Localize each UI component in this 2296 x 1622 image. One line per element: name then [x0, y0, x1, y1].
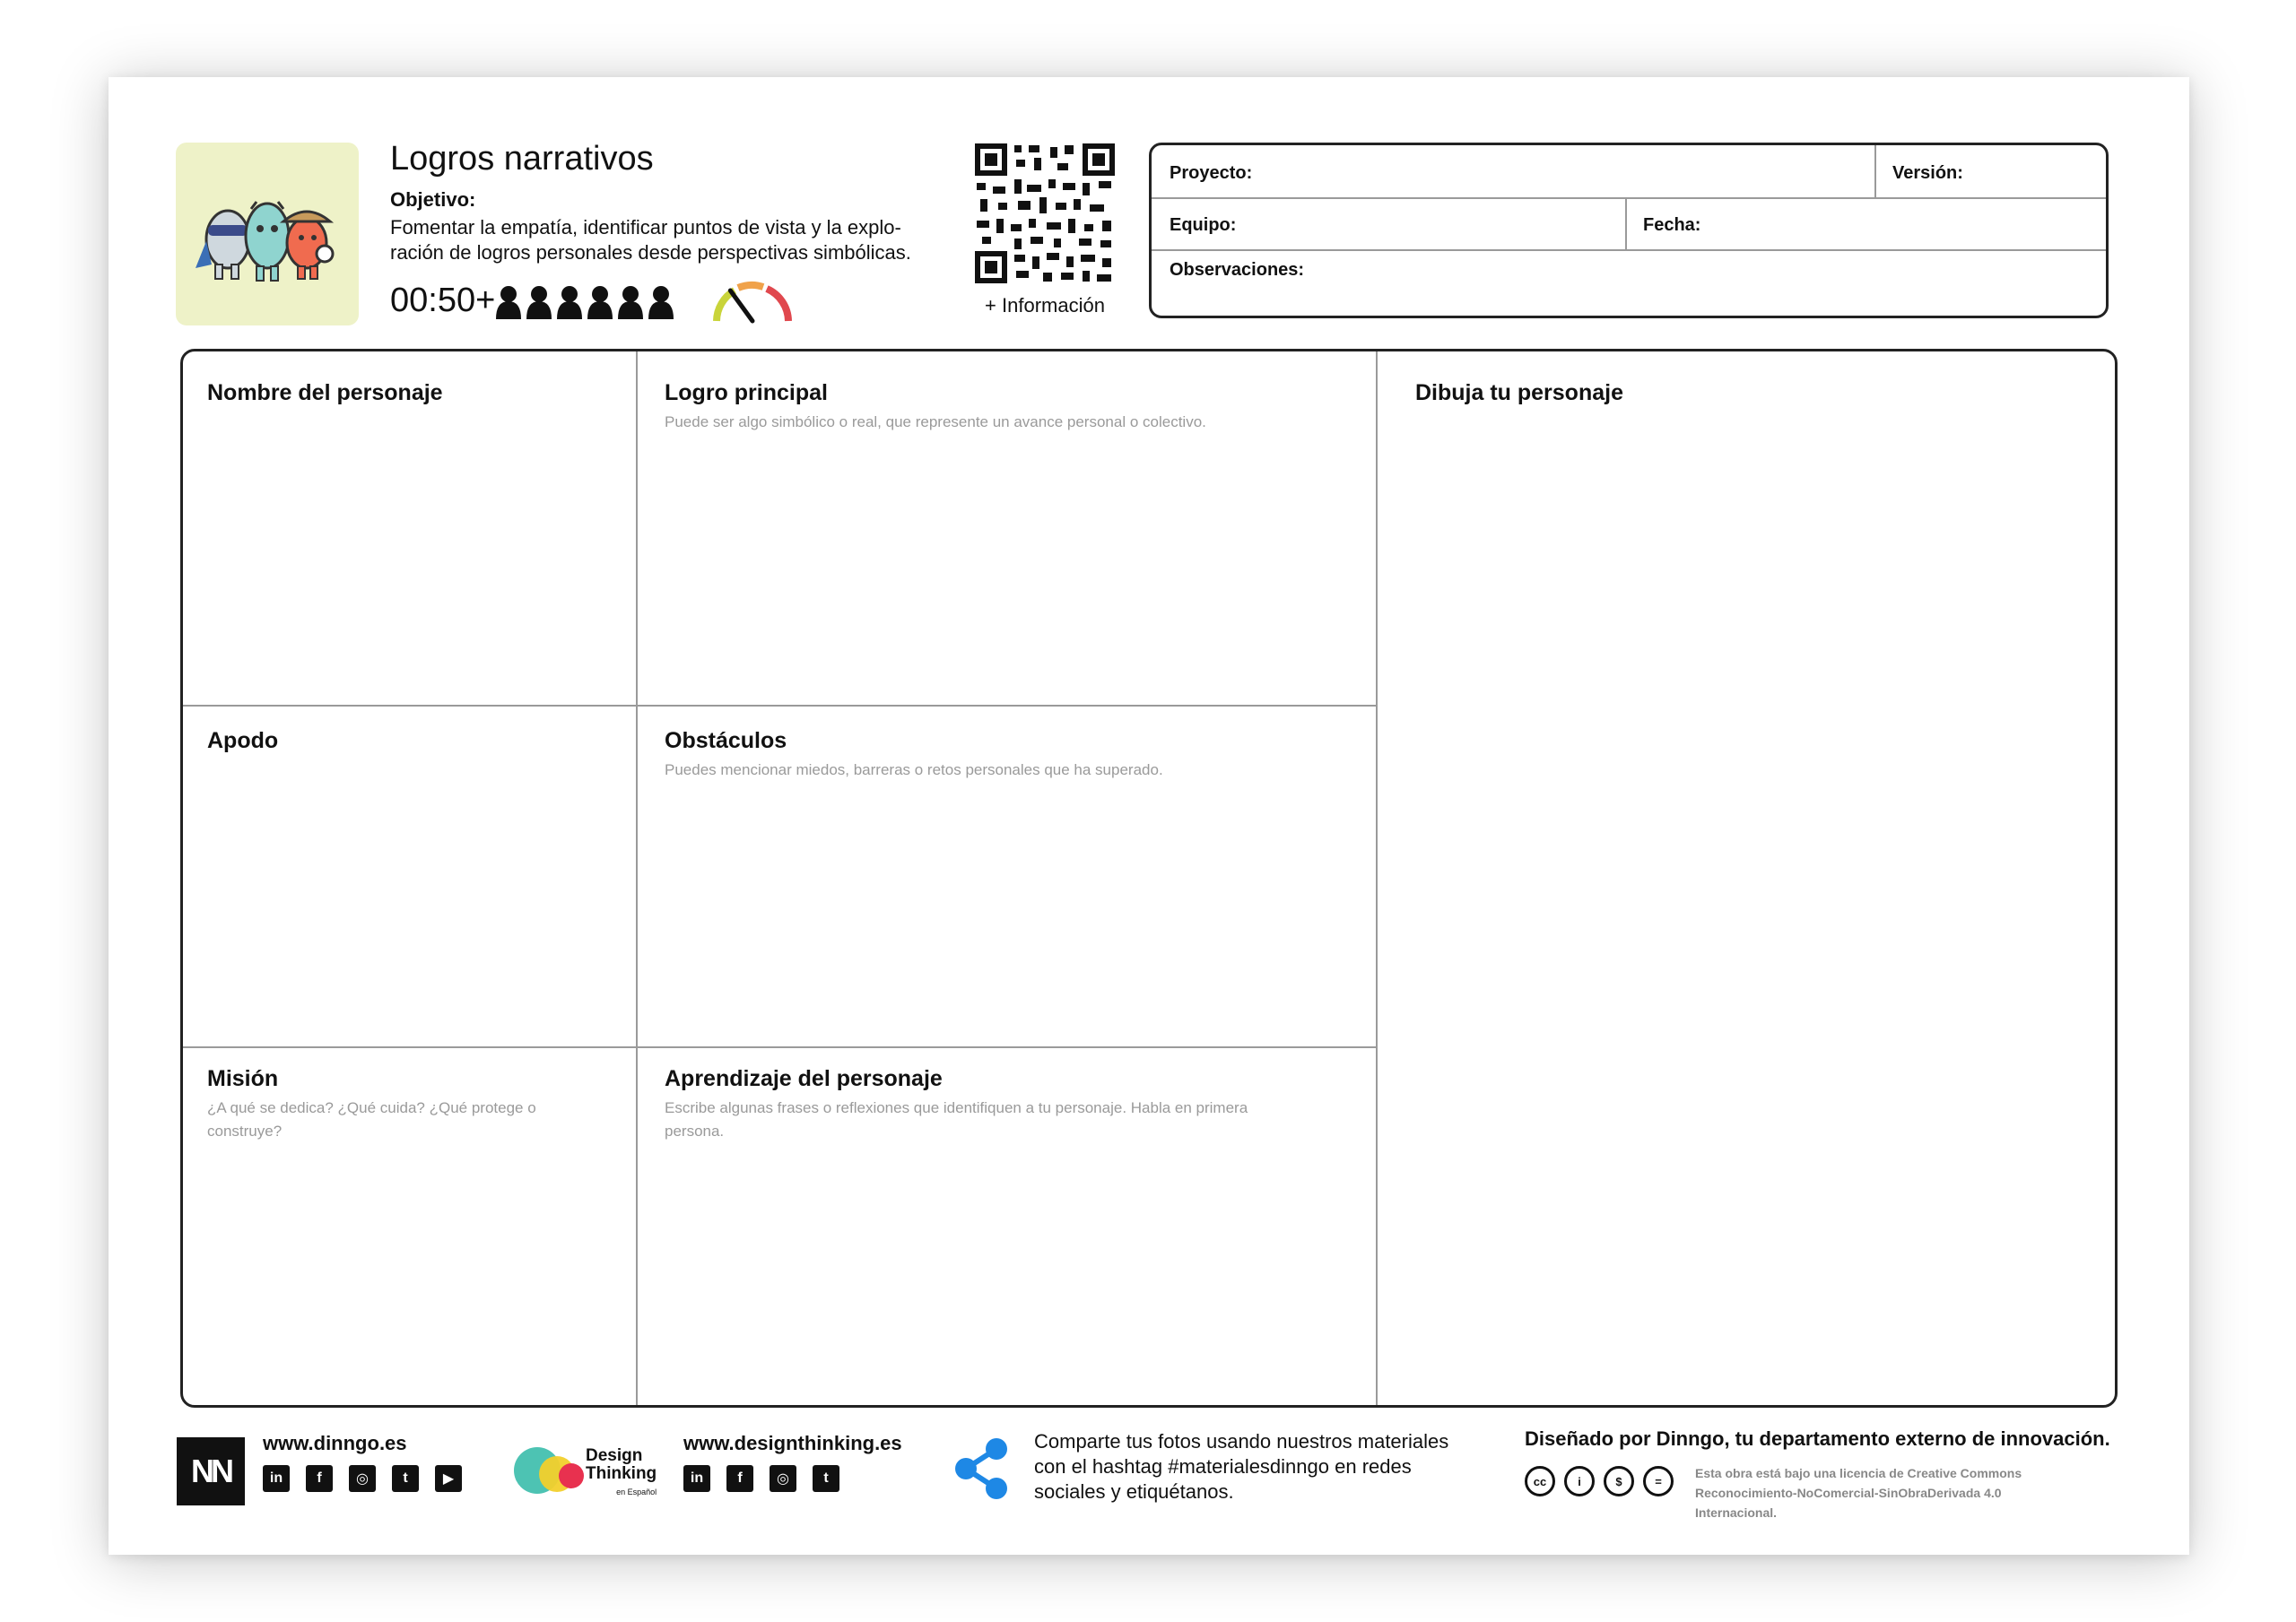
design-thinking-logo[interactable]	[514, 1442, 586, 1497]
dt-url[interactable]: www.designthinking.es	[683, 1432, 902, 1454]
cell-hint: Puede ser algo simbólico o real, que represente un avance personal o colectivo.	[665, 413, 1206, 430]
cell-obstaculos[interactable]	[638, 707, 1376, 1046]
cell-dibuja[interactable]	[1378, 351, 2115, 1405]
person-icon	[587, 286, 613, 319]
cell-hint: ¿A qué se dedica? ¿Qué cuida? ¿Qué protege o construye?	[207, 1099, 536, 1140]
time-value: 00:50	[390, 282, 476, 319]
twitter-icon[interactable]: t	[813, 1465, 839, 1492]
cell-hint: Puedes mencionar miedos, barreras o retos personales que ha superado.	[665, 761, 1163, 778]
canvas-sheet	[109, 77, 2189, 1555]
objective-text: Fomentar la empatía, identificar puntos de vista y la explo-ración de logros personales desde perspectivas simbólicas.	[390, 216, 911, 264]
cc-license-icons[interactable]	[1525, 1466, 1674, 1496]
duration-time	[390, 282, 495, 320]
divider	[1625, 197, 1627, 249]
cell-title: Logro principal	[665, 380, 828, 405]
share-icon[interactable]	[953, 1436, 1011, 1501]
cell-title: Misión	[207, 1066, 279, 1091]
cell-title: Nombre del personaje	[207, 380, 443, 405]
divider	[1152, 197, 2106, 199]
cell-nombre[interactable]	[183, 351, 636, 705]
dt-social-icons	[683, 1465, 839, 1492]
person-icon	[526, 286, 552, 319]
canvas-grid	[180, 349, 2118, 1408]
nd-icon: =	[1643, 1466, 1674, 1496]
cell-title: Apodo	[207, 728, 279, 753]
more-info-link[interactable]: + Información	[985, 294, 1105, 317]
cell-logro[interactable]	[638, 351, 1376, 705]
designed-by: Diseñado por Dinngo, tu departamento externo de innovación.	[1525, 1427, 2110, 1450]
objective-label: Objetivo:	[390, 188, 476, 211]
share-text: Comparte tus fotos usando nuestros materiales con el hashtag #materialesdinngo en redes sociales y etiquétanos.	[1034, 1430, 1449, 1503]
instagram-icon[interactable]: ◎	[770, 1465, 796, 1492]
team-field[interactable]: Equipo:	[1170, 215, 1237, 235]
dt-logo-line2: Thinking	[586, 1464, 657, 1483]
facebook-icon[interactable]: f	[306, 1465, 333, 1492]
version-field[interactable]: Versión:	[1892, 163, 1963, 183]
people-icons	[492, 285, 690, 321]
cell-hint: Escribe algunas frases o reflexiones que identifiquen a tu personaje. Habla en primera persona.	[665, 1099, 1248, 1140]
characters-illustration	[176, 143, 359, 325]
license-text: Esta obra está bajo una licencia de Creative Commons Reconocimiento-NoComercial-SinObraDerivada 4.0 Internacional.	[1695, 1466, 2022, 1520]
cell-apodo[interactable]	[183, 707, 636, 1046]
linkedin-icon[interactable]: in	[263, 1465, 290, 1492]
divider	[1874, 145, 1876, 197]
person-icon	[618, 286, 643, 319]
date-field[interactable]: Fecha:	[1643, 215, 1701, 235]
person-icon	[557, 286, 582, 319]
divider	[1152, 249, 2106, 251]
cell-aprendizaje[interactable]	[638, 1048, 1376, 1405]
by-icon: i	[1564, 1466, 1595, 1496]
project-meta-box	[1149, 143, 2109, 318]
dt-logo-line3: en Español	[616, 1488, 657, 1496]
youtube-icon[interactable]: ▶	[435, 1465, 462, 1492]
linkedin-icon[interactable]: in	[683, 1465, 710, 1492]
cell-title: Aprendizaje del personaje	[665, 1066, 943, 1091]
cell-title: Obstáculos	[665, 728, 787, 753]
person-icon	[496, 286, 521, 319]
people-prefix: +	[475, 282, 496, 319]
cell-title: Dibuja tu personaje	[1415, 380, 1623, 405]
cell-mision[interactable]	[183, 1048, 636, 1405]
person-icon	[648, 286, 674, 319]
dt-logo-line1: Design	[586, 1446, 643, 1465]
qr-code[interactable]	[975, 143, 1115, 283]
observations-field[interactable]: Observaciones:	[1170, 260, 1305, 280]
design-thinking-wordmark	[586, 1447, 657, 1501]
dinngo-logo[interactable]: NN	[177, 1437, 245, 1505]
facebook-icon[interactable]: f	[726, 1465, 753, 1492]
dinngo-social-icons	[263, 1465, 462, 1492]
difficulty-gauge-icon	[709, 276, 796, 326]
page-title: Logros narrativos	[390, 140, 654, 178]
instagram-icon[interactable]: ◎	[349, 1465, 376, 1492]
nc-icon: $	[1604, 1466, 1634, 1496]
project-field[interactable]: Proyecto:	[1170, 163, 1253, 183]
twitter-icon[interactable]: t	[392, 1465, 419, 1492]
dinngo-url[interactable]: www.dinngo.es	[263, 1432, 407, 1454]
cc-icon: cc	[1525, 1466, 1555, 1496]
